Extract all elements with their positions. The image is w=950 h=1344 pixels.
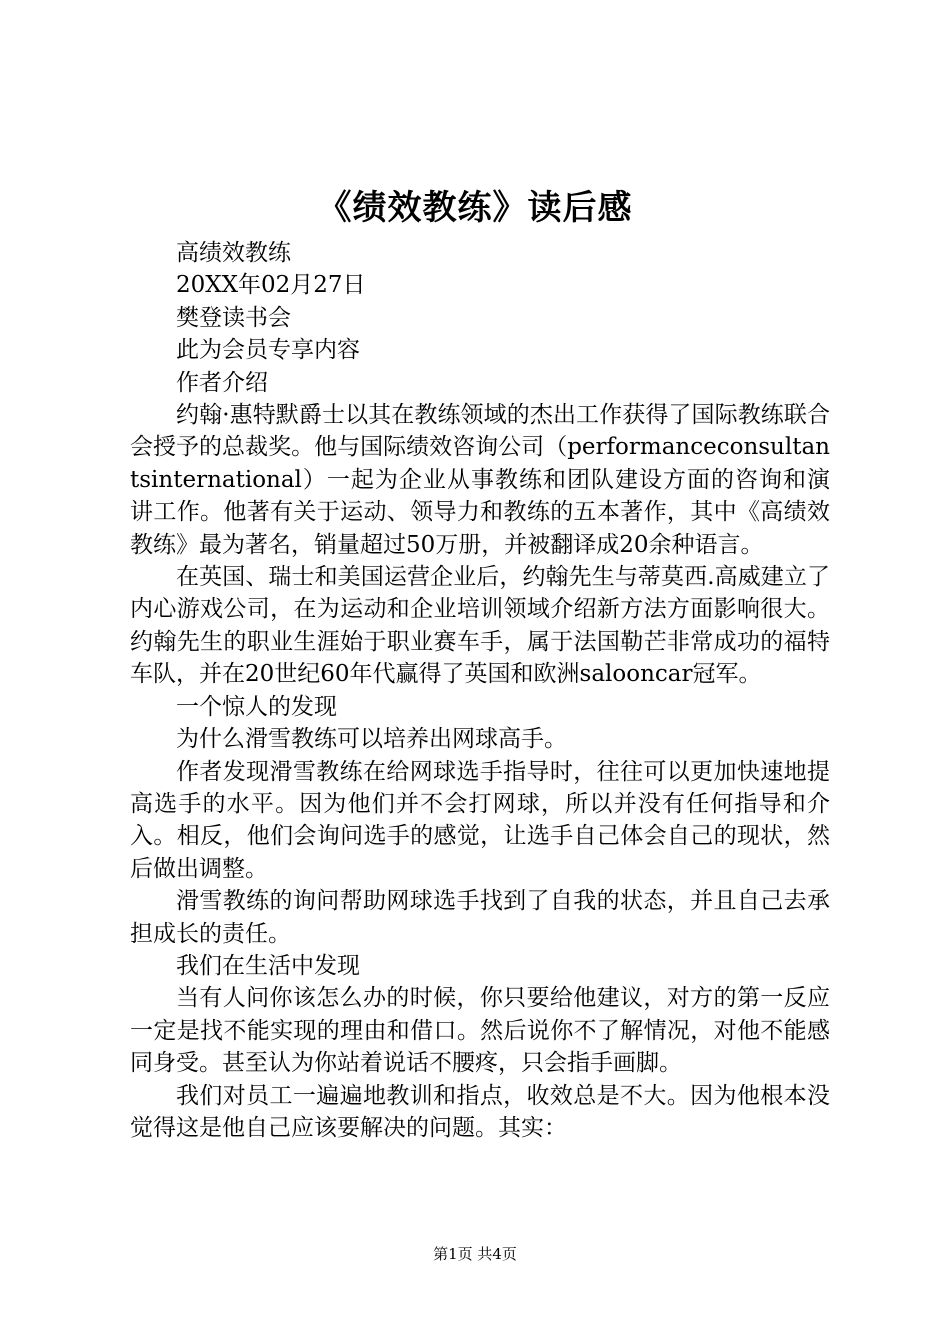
section-heading-author: 作者介绍 [176, 369, 268, 396]
paragraph-author-career: 在英国、瑞士和美国运营企业后，约翰先生与蒂莫西.高威建立了内心游戏公司，在为运动和企业培训领域介绍新方法方面影响很大。约翰先生的职业生涯始于职业赛车手，属于法国勒芒非常成功的福特车队，并在20世纪60年代赢得了英国和欧洲salooncar冠军。 [130, 564, 830, 688]
paragraph-date: 20XX年02月27日 [176, 272, 366, 299]
section-heading-life: 我们在生活中发现 [176, 952, 360, 979]
page-footer: 第1页 共4页 [433, 1245, 517, 1263]
paragraph-book-title: 高绩效教练 [176, 240, 291, 266]
section-heading-discovery: 一个惊人的发现 [176, 693, 337, 720]
paragraph-ski-coach: 滑雪教练的询问帮助网球选手找到了自我的状态，并且自己去承担成长的责任。 [130, 888, 830, 947]
paragraph-member-note: 此为会员专享内容 [176, 337, 360, 364]
paragraph-question: 为什么滑雪教练可以培养出网球高手。 [176, 726, 567, 753]
paragraph-finding: 作者发现滑雪教练在给网球选手指导时，往往可以更加快速地提高选手的水平。因为他们并不会打网球，所以并没有任何指导和介入。相反，他们会询问选手的感觉，让选手自己体会自己的现状，然后做出调整。 [130, 758, 830, 882]
paragraph-author-bio: 约翰·惠特默爵士以其在教练领域的杰出工作获得了国际教练联合会授予的总裁奖。他与国际绩效咨询公司（performanceconsultantsinternational）一起为企业从事教练和团队建设方面的咨询和演讲工作。他著有关于运动、领导力和教练的五本著作，其中《高绩效教练》最为著名，销量超过50万册，并被翻译成20余种语言。 [130, 402, 830, 558]
paragraph-employees: 我们对员工一遍遍地教训和指点，收效总是不大。因为他根本没觉得这是他自己应该要解决的问题。其实： [130, 1082, 830, 1141]
paragraph-source: 樊登读书会 [176, 304, 291, 331]
document-title: 《绩效教练》读后感 [317, 188, 633, 228]
document-body [130, 237, 830, 1144]
paragraph-advice: 当有人问你该怎么办的时候，你只要给他建议，对方的第一反应一定是找不能实现的理由和借口。然后说你不了解情况，对他不能感同身受。甚至认为你站着说话不腰疼，只会指手画脚。 [130, 985, 830, 1077]
